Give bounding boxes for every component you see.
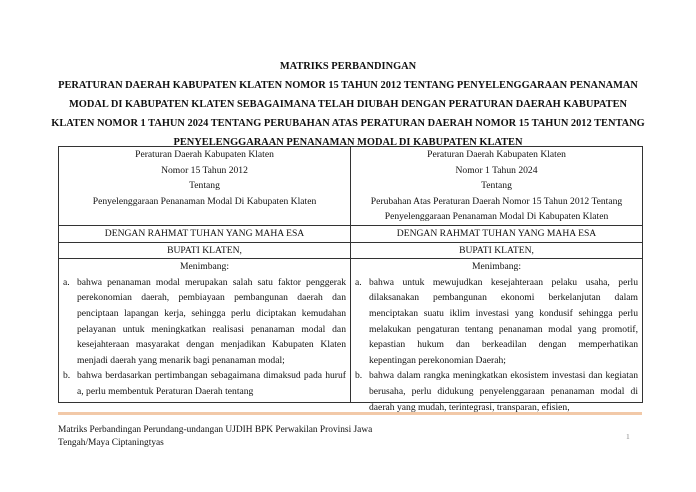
left-bupati: BUPATI KLATEN, xyxy=(59,242,351,259)
title-line: PENYELENGGARAAN PENANAMAN MODAL DI KABUPATEN KLATEN xyxy=(173,137,523,148)
item-label: b. xyxy=(355,370,363,382)
footer-citation xyxy=(58,424,578,450)
table-row xyxy=(59,259,643,403)
title-line: KLATEN NOMOR 1 TAHUN 2024 TENTANG PERUBAHAN ATAS PERATURAN DAERAH NOMOR 15 TAHUN 2012 TENTANG xyxy=(51,118,645,129)
menimbang-heading: Menimbang: xyxy=(179,261,230,273)
table-row xyxy=(59,225,643,242)
item-text: bahwa berdasarkan pertimbangan sebagaimana dimaksud pada huruf a, perlu membentuk Peraturan Daerah tentang xyxy=(77,370,346,397)
header-line: Nomor 1 Tahun 2024 xyxy=(455,164,538,176)
footer-line: Tengah/Maya Ciptaningtyas xyxy=(58,438,164,448)
right-regulation-header xyxy=(351,147,643,226)
title-line: MODAL DI KABUPATEN KLATEN SEBAGAIMANA TELAH DIUBAH DENGAN PERATURAN DAERAH KABUPATEN xyxy=(68,99,628,110)
table-row xyxy=(59,242,643,259)
right-menimbang-cell xyxy=(351,259,643,413)
item-text: bahwa penanaman modal merupakan salah satu faktor penggerak perekonomian daerah, pembiayaan pembangunan daerah dan penciptaan lapangan kerja, sehingga perlu diciptakan kemudahan pelayanan untuk meningkatkan realisasi penanaman modal dan kesejahteraan masyarakat dengan menjadikan Kabupaten Klaten menjadi daerah yang menarik bagi penanaman modal; xyxy=(77,276,346,366)
page-number: 1 xyxy=(626,432,630,441)
header-line: Peraturan Daerah Kabupaten Klaten xyxy=(135,149,274,160)
menimbang-heading: Menimbang: xyxy=(471,261,522,273)
list-item xyxy=(63,368,346,399)
item-label: a. xyxy=(355,276,362,288)
list-item xyxy=(355,368,638,415)
list-item xyxy=(63,275,346,369)
right-rahmat: DENGAN RAHMAT TUHAN YANG MAHA ESA xyxy=(351,225,643,242)
item-label: a. xyxy=(63,276,70,288)
left-menimbang-cell xyxy=(59,259,351,403)
title-line: MATRIKS PERBANDINGAN xyxy=(279,61,417,72)
header-line: Peraturan Daerah Kabupaten Klaten xyxy=(427,149,566,160)
header-line: Penyelenggaraan Penanaman Modal Di Kabupaten Klaten xyxy=(92,195,317,207)
item-text: bahwa dalam rangka meningkatkan ekosistem investasi dan kegiatan berusaha, perlu didukung penyelenggaraan penanaman modal di daerah yang mudah, terintegrasi, transparan, efisien, xyxy=(369,370,638,413)
footer-divider xyxy=(58,412,642,415)
header-line: Tentang xyxy=(481,180,512,192)
document-title xyxy=(40,57,656,152)
left-rahmat: DENGAN RAHMAT TUHAN YANG MAHA ESA xyxy=(59,225,351,242)
comparison-table xyxy=(58,146,643,413)
item-text: bahwa untuk mewujudkan kesejahteraan pelaku usaha, perlu dilaksanakan pembangunan ekonomi berkelanjutan dalam menciptakan suatu iklim investasi yang kondusif sehingga perlu melakukan pengaturan tentang penanaman modal yang promotif, kepastian hukum dan berkeadilan dengan memperhatikan kepentingan perekonomian Daerah; xyxy=(369,276,638,366)
footer-line: Matriks Perbandingan Perundang-undangan UJDIH BPK Perwakilan Provinsi Jawa xyxy=(58,425,373,435)
right-bupati: BUPATI KLATEN, xyxy=(351,242,643,259)
header-line: Penyelenggaraan Penanaman Modal Di Kabupaten Klaten xyxy=(384,211,609,223)
header-line: Nomor 15 Tahun 2012 xyxy=(161,164,248,176)
title-line: PERATURAN DAERAH KABUPATEN KLATEN NOMOR 15 TAHUN 2012 TENTANG PENYELENGGARAAN PENANAMAN xyxy=(58,80,638,91)
item-label: b. xyxy=(63,370,71,382)
header-line: Tentang xyxy=(189,180,220,192)
left-regulation-header xyxy=(59,147,351,226)
table-row xyxy=(59,147,643,226)
list-item xyxy=(355,275,638,369)
header-line: Perubahan Atas Peraturan Daerah Nomor 15 Tahun 2012 Tentang xyxy=(370,195,623,207)
